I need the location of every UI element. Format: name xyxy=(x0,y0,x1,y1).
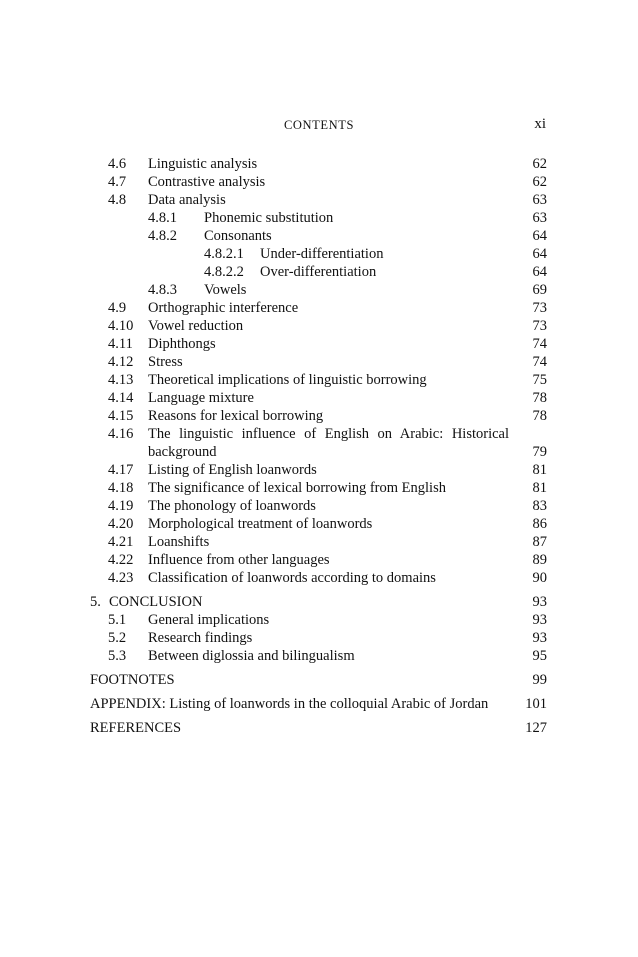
toc-entry-page: 93 xyxy=(532,594,547,610)
toc-entry-title: Contrastive analysis xyxy=(148,174,266,190)
toc-entry-page: 101 xyxy=(525,696,547,712)
toc-entry-number: 4.7 xyxy=(108,174,127,190)
toc-entry-page: 95 xyxy=(532,648,547,664)
toc-entry-title: Research findings xyxy=(148,630,253,646)
toc-entry-title: Classification of loanwords according to domains xyxy=(148,570,436,586)
toc-entry-page: 74 xyxy=(532,354,547,370)
toc-entry-title: General implications xyxy=(148,612,270,628)
toc-entry-page: 64 xyxy=(532,246,547,262)
toc-entry-page: 78 xyxy=(532,408,547,424)
toc-entry-title: The significance of lexical borrowing from English xyxy=(148,480,446,496)
running-header-title: CONTENTS xyxy=(283,118,355,132)
toc-entry-number: 4.12 xyxy=(108,354,134,370)
toc-entry-number: 4.8 xyxy=(108,192,127,208)
toc-entry-title: The phonology of loanwords xyxy=(148,498,316,514)
toc-entry-number: 5.3 xyxy=(108,648,127,664)
toc-entry-page: 81 xyxy=(532,480,547,496)
toc-entry-page: 86 xyxy=(532,516,547,532)
toc-entry-title: Influence from other languages xyxy=(148,552,330,568)
toc-entry-title: Over-differentiation xyxy=(260,264,377,280)
toc-entry-title: Consonants xyxy=(204,228,272,244)
toc-entry-title: Morphological treatment of loanwords xyxy=(148,516,373,532)
toc-entry-number: 5.2 xyxy=(108,630,127,646)
toc-entry-title: Diphthongs xyxy=(148,336,216,352)
toc-entry-page: 89 xyxy=(532,552,547,568)
toc-entry-title: Reasons for lexical borrowing xyxy=(148,408,324,424)
toc-entry-number: 4.15 xyxy=(108,408,134,424)
toc-entry-page: 63 xyxy=(532,192,547,208)
toc-entry-number: 4.21 xyxy=(108,534,134,550)
toc-entry-title: Phonemic substitution xyxy=(204,210,334,226)
toc-entry-page: 87 xyxy=(532,534,547,550)
toc-entry-page: 78 xyxy=(532,390,547,406)
toc-entry-page: 74 xyxy=(532,336,547,352)
toc-entry-number: 4.23 xyxy=(108,570,134,586)
toc-entry-number: 5.1 xyxy=(108,612,127,628)
toc-entry-title: Loanshifts xyxy=(148,534,210,550)
running-header-page-number: xi xyxy=(534,116,546,132)
toc-entry-number: 4.19 xyxy=(108,498,134,514)
toc-entry-page: 75 xyxy=(532,372,547,388)
toc-entry-title: Under-differentiation xyxy=(260,246,384,262)
toc-entry-title: Listing of English loanwords xyxy=(148,462,317,478)
toc-entry-title: The linguistic influence of English on Arabic: Historical xyxy=(148,426,509,442)
toc-entry-title: Language mixture xyxy=(148,390,254,406)
toc-chapter-title: CONCLUSION xyxy=(109,594,203,610)
toc-entry-number: 4.6 xyxy=(108,156,127,172)
toc-entry-page: 64 xyxy=(532,228,547,244)
toc-entry-title-continued: background xyxy=(148,444,217,460)
toc-entry-number: 4.9 xyxy=(108,300,127,316)
toc-entry-number: 4.10 xyxy=(108,318,134,334)
toc-entry-title: Vowel reduction xyxy=(148,318,244,334)
toc-entry-number: 4.22 xyxy=(108,552,134,568)
toc-entry-page: 93 xyxy=(532,630,547,646)
toc-entry-page: 73 xyxy=(532,318,547,334)
toc-entry-title: Orthographic interference xyxy=(148,300,299,316)
toc-chapter-number: 5. xyxy=(90,594,101,610)
toc-entry-number: 4.8.1 xyxy=(148,210,177,226)
toc-entry-title: Between diglossia and bilingualism xyxy=(148,648,355,664)
toc-chapter-title: APPENDIX: Listing of loanwords in the colloquial Arabic of Jordan xyxy=(90,696,489,712)
toc-entry-page: 73 xyxy=(532,300,547,316)
toc-entry-page: 63 xyxy=(532,210,547,226)
toc-entry-page: 83 xyxy=(532,498,547,514)
toc-entry-number: 4.8.3 xyxy=(148,282,177,298)
toc-entry-number: 4.8.2 xyxy=(148,228,177,244)
toc-entry-number: 4.8.2.2 xyxy=(204,264,244,280)
toc-entry-page: 62 xyxy=(532,174,547,190)
toc-chapter-title: REFERENCES xyxy=(90,720,182,736)
toc-entry-number: 4.8.2.1 xyxy=(204,246,244,262)
toc-entry-page: 127 xyxy=(525,720,547,736)
toc-entry-number: 4.13 xyxy=(108,372,134,388)
toc-entry-number: 4.16 xyxy=(108,426,134,442)
toc-entry-number: 4.17 xyxy=(108,462,134,478)
toc-entry-page: 64 xyxy=(532,264,547,280)
toc-chapter-title: FOOTNOTES xyxy=(90,672,175,688)
toc-entry-title: Stress xyxy=(148,354,183,370)
toc-entry-title: Data analysis xyxy=(148,192,226,208)
toc-entry-page: 93 xyxy=(532,612,547,628)
toc-entry-title: Linguistic analysis xyxy=(148,156,258,172)
toc-entry-page: 81 xyxy=(532,462,547,478)
toc-entry-number: 4.18 xyxy=(108,480,134,496)
toc-entry-page: 62 xyxy=(532,156,547,172)
toc-entry-title: Theoretical implications of linguistic borrowing xyxy=(148,372,427,388)
toc-entry-page: 69 xyxy=(532,282,547,298)
toc-entry-page: 79 xyxy=(532,444,547,460)
toc-entry-number: 4.20 xyxy=(108,516,134,532)
toc-entry-number: 4.14 xyxy=(108,390,134,406)
toc-entry-page: 99 xyxy=(532,672,547,688)
toc-entry-page: 90 xyxy=(532,570,547,586)
toc-entry-number: 4.11 xyxy=(108,336,133,352)
toc-entry-title: Vowels xyxy=(204,282,247,298)
